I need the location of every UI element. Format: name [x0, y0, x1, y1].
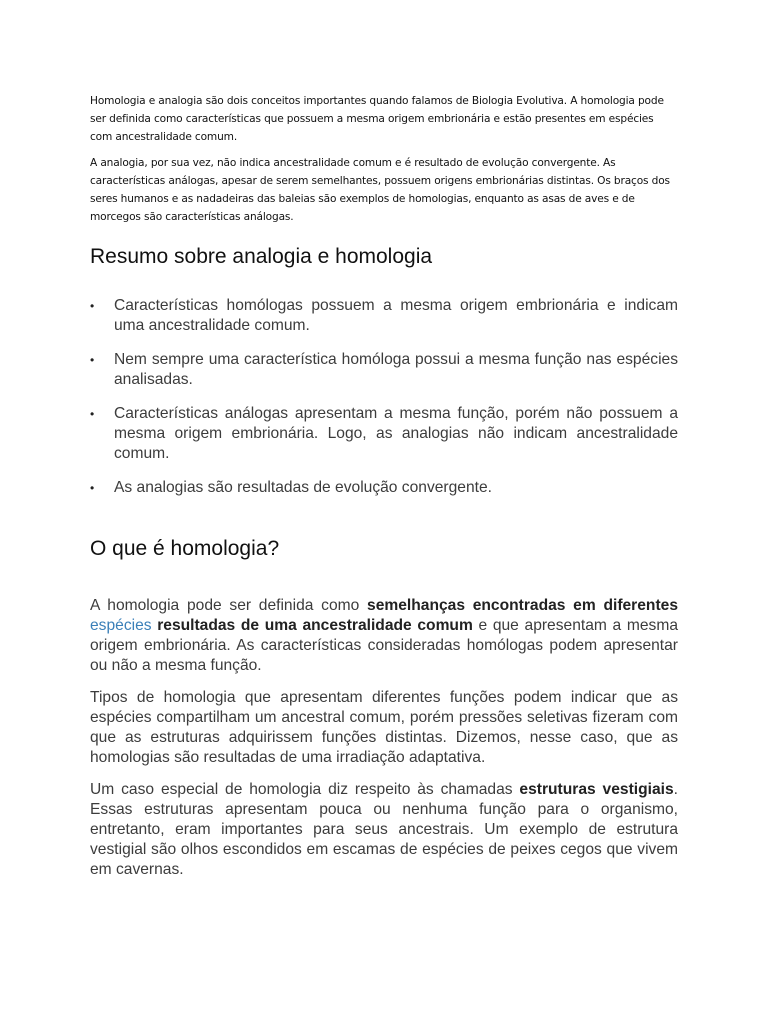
list-item-text: As analogias são resultadas de evolução convergente.	[114, 479, 492, 496]
text-run: . Essas estruturas apresentam pouca ou nenhuma função para o organismo, entretanto, eram importantes para seus ancestrais. Um exemplo de estrutura vestigial são olhos escondidos em escamas de espécies de peixes cegos que vivem em cavernas.	[90, 781, 678, 878]
summary-list	[90, 296, 678, 498]
list-item-text: Características análogas apresentam a mesma função, porém não possuem a mesma origem embrionária. Logo, as analogias não indicam ancestralidade comum.	[114, 405, 678, 462]
text-run: e que apresentam a mesma origem embrionária. As características consideradas homólogas podem apresentar ou não a mesma função.	[90, 617, 679, 674]
bullet-icon: •	[90, 407, 95, 421]
intro-section	[90, 92, 678, 226]
text-run: Um caso especial de homologia diz respeito às chamadas	[90, 781, 520, 798]
bold-text: semelhanças encontradas em diferentes	[367, 597, 678, 614]
intro-paragraph-2: A analogia, por sua vez, não indica ancestralidade comum e é resultado de evolução convergente. As características análogas, apesar de serem semelhantes, possuem origens embrionárias distintas. Os braços dos seres humanos e as nadadeiras das baleias são exemplos de homologias, enquanto as asas de aves e de morcegos são características análogas.	[90, 157, 670, 223]
text-run: A homologia pode ser definida como	[90, 597, 368, 614]
bullet-icon: •	[90, 481, 95, 495]
list-item	[90, 296, 678, 336]
summary-heading: Resumo sobre analogia e homologia	[90, 245, 433, 268]
bold-text: resultadas de uma ancestralidade comum	[151, 617, 473, 634]
list-item-text: Características homólogas possuem a mesma origem embrionária e indicam uma ancestralidade comum.	[114, 297, 678, 334]
homology-paragraph-2: Tipos de homologia que apresentam diferentes funções podem indicar que as espécies compartilham um ancestral comum, porém pressões seletivas fizeram com que as estruturas adquirissem funções distintas. Dizemos, nesse caso, que as homologias são resultadas de uma irradiação adaptativa.	[90, 689, 678, 766]
list-item	[90, 478, 678, 498]
list-item	[90, 350, 678, 390]
list-item-text: Nem sempre uma característica homóloga possui a mesma função nas espécies analisadas.	[114, 351, 678, 388]
list-item	[90, 404, 678, 464]
especies-link[interactable]: espécies	[90, 617, 152, 634]
intro-paragraph-1: Homologia e analogia são dois conceitos importantes quando falamos de Biologia Evolutiva. A homologia pode ser definida como características que possuem a mesma origem embrionária e estão presentes em espécies com ancestralidade comum.	[90, 95, 664, 143]
bullet-icon: •	[90, 353, 95, 367]
bullet-icon: •	[90, 299, 95, 313]
homology-paragraph-3	[90, 780, 678, 880]
homology-heading: O que é homologia?	[90, 537, 280, 560]
bold-text: estruturas vestigiais	[519, 781, 674, 798]
homology-paragraph-1	[90, 596, 678, 676]
document-page	[90, 92, 678, 892]
homology-section	[90, 596, 678, 880]
